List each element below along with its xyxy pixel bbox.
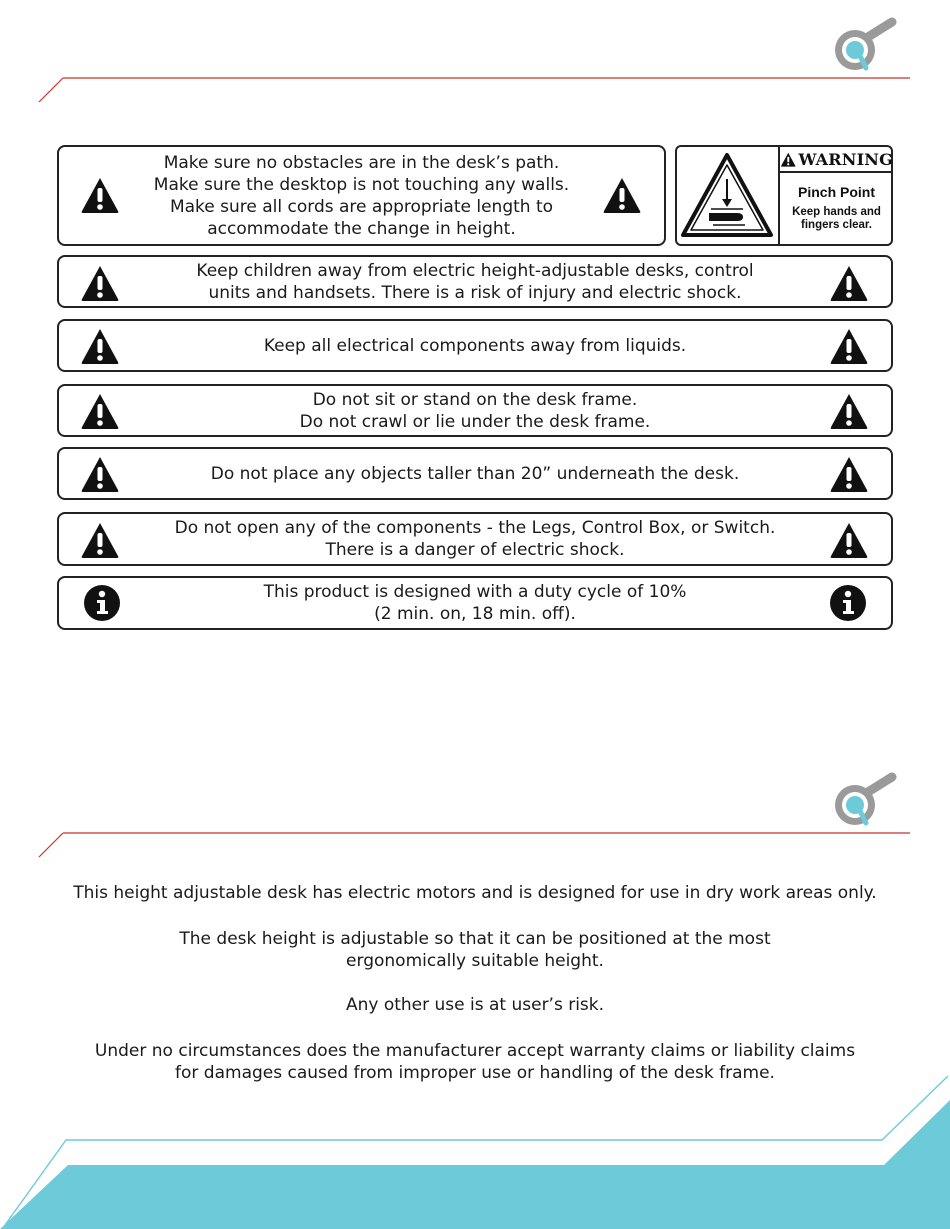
warning-triangle-icon	[780, 152, 797, 167]
warning-box-clearance	[57, 145, 666, 246]
warning-box-sit-stand	[57, 384, 893, 437]
pinch-point-hazard-symbol	[677, 147, 777, 244]
warning-triangle-icon	[80, 455, 120, 493]
warning-triangle-icon	[829, 455, 869, 493]
warning-message	[59, 386, 891, 435]
pinch-point-warning-panel	[675, 145, 893, 246]
warning-line: Do not place any objects taller than 20” underneath the desk.	[210, 463, 740, 484]
warning-triangle-icon	[80, 264, 120, 302]
magnifier-logo-icon	[830, 16, 900, 76]
info-line: This product is designed with a duty cycle of 10%	[263, 582, 687, 602]
warning-line: Make sure no obstacles are in the desk’s path.	[163, 152, 560, 173]
warning-line: Do not open any of the components - the Legs, Control Box, or Switch.	[174, 518, 776, 538]
intended-use-paragraph	[0, 994, 950, 1016]
info-message	[59, 578, 891, 628]
warning-line: Keep all electrical components away from liquids.	[263, 335, 687, 356]
intended-use-paragraph	[0, 882, 950, 904]
warning-line: Make sure all cords are appropriate length to	[169, 196, 554, 217]
paragraph-line: Any other use is at user’s risk.	[345, 995, 605, 1015]
warning-message	[59, 514, 891, 564]
intended-use-paragraph	[0, 928, 950, 972]
warning-line: Keep children away from electric height-adjustable desks, control	[196, 260, 754, 281]
warning-box-liquids	[57, 319, 893, 372]
warning-header	[780, 147, 893, 173]
warning-triangle-icon	[829, 392, 869, 430]
warning-triangle-icon	[829, 327, 869, 365]
warning-message	[59, 257, 891, 306]
warning-triangle-icon	[80, 392, 120, 430]
pinch-point-subtitle-line: Keep hands and	[792, 206, 881, 218]
warning-line: Make sure the desktop is not touching any walls.	[153, 174, 570, 195]
paragraph-line: Under no circumstances does the manufacturer accept warranty claims or liability claims	[94, 1041, 856, 1061]
paragraph-line: This height adjustable desk has electric motors and is designed for use in dry work areas only.	[73, 883, 877, 903]
paragraph-line: The desk height is adjustable so that it can be positioned at the most	[179, 929, 771, 949]
pinch-point-text	[778, 147, 893, 244]
warning-line: There is a danger of electric shock.	[325, 540, 625, 560]
warning-message	[59, 321, 891, 370]
warning-message	[119, 147, 604, 244]
pinch-point-hazard-icon	[677, 147, 777, 244]
warning-box-object-height	[57, 447, 893, 500]
warning-header-label: WARNING	[798, 149, 893, 169]
info-circle-icon	[83, 584, 121, 622]
warning-line: Do not crawl or lie under the desk frame.	[299, 411, 651, 432]
warning-box-children	[57, 255, 893, 308]
warning-message	[59, 449, 891, 498]
magnifier-logo-icon	[830, 771, 900, 831]
paragraph-line: ergonomically suitable height.	[346, 951, 604, 971]
warning-box-components	[57, 512, 893, 566]
footer-band	[0, 1076, 950, 1229]
warning-line: units and handsets. There is a risk of injury and electric shock.	[208, 282, 742, 303]
section-rule-bottom	[39, 833, 910, 857]
info-circle-icon	[829, 584, 867, 622]
warning-triangle-icon	[80, 176, 120, 214]
warning-triangle-icon	[829, 264, 869, 302]
warning-triangle-icon	[80, 521, 120, 559]
warning-line: accommodate the change in height.	[207, 218, 516, 239]
info-box-duty-cycle	[57, 576, 893, 630]
pinch-point-subtitle	[780, 206, 893, 232]
pinch-point-subtitle-line: fingers clear.	[801, 219, 872, 231]
pinch-point-title: Pinch Point	[798, 184, 875, 200]
info-line: (2 min. on, 18 min. off).	[374, 604, 576, 624]
intended-use-paragraph	[0, 1040, 950, 1084]
warning-triangle-icon	[602, 176, 642, 214]
paragraph-line: for damages caused from improper use or handling of the desk frame.	[175, 1063, 775, 1083]
warning-triangle-icon	[829, 521, 869, 559]
warning-line: Do not sit or stand on the desk frame.	[312, 389, 638, 410]
section-rule-top	[39, 78, 910, 102]
warning-triangle-icon	[80, 327, 120, 365]
